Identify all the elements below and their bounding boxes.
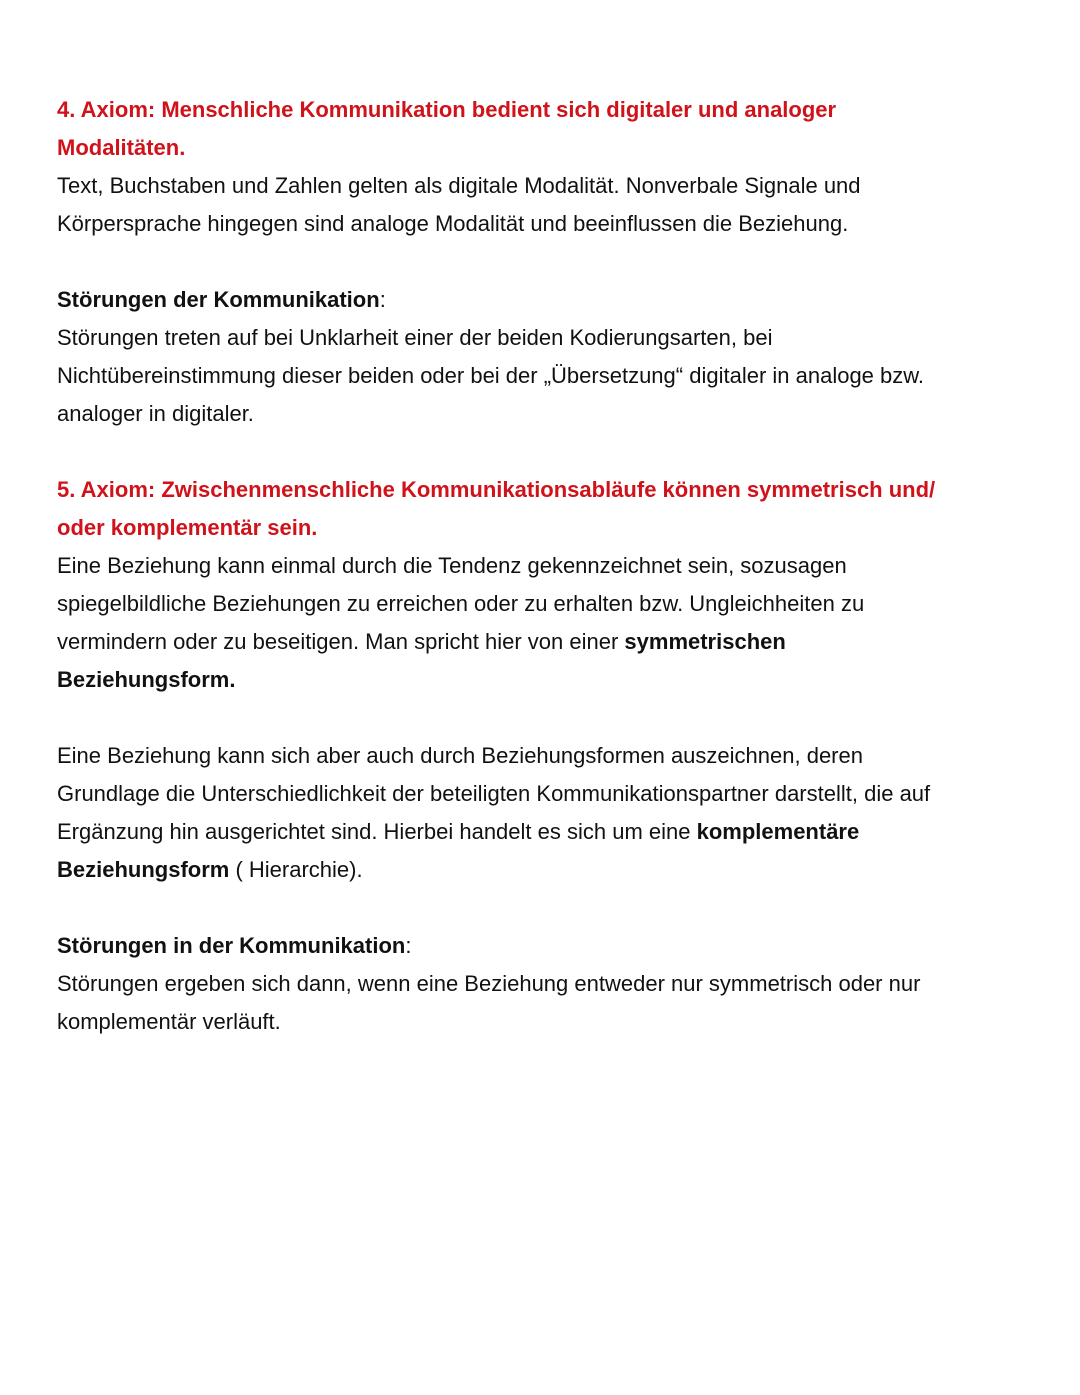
document	[57, 91, 1047, 1041]
colon: :	[405, 933, 412, 958]
text-line	[57, 813, 1047, 851]
text-line: Störungen treten auf bei Unklarheit einer der beiden Kodierungsarten, bei	[57, 325, 773, 350]
disturbance-heading	[57, 927, 1047, 965]
text: ( Hierarchie).	[229, 857, 363, 882]
disturbance-label: Störungen der Kommunikation	[57, 287, 380, 312]
bold-term: Beziehungsform.	[57, 667, 236, 692]
text-line: analoger in digitaler.	[57, 401, 254, 426]
axiom-4-body	[57, 167, 1047, 243]
text-line: Eine Beziehung kann einmal durch die Tendenz gekennzeichnet sein, sozusagen	[57, 553, 847, 578]
disturbance-body	[57, 965, 1047, 1041]
heading-line: 5. Axiom: Zwischenmenschliche Kommunikationsabläufe können symmetrisch und/	[57, 477, 936, 502]
text-line	[57, 851, 1047, 889]
heading-line: oder komplementär sein.	[57, 515, 318, 540]
text-line: Störungen ergeben sich dann, wenn eine Beziehung entweder nur symmetrisch oder nur	[57, 971, 921, 996]
text: Ergänzung hin ausgerichtet sind. Hierbei handelt es sich um eine	[57, 819, 697, 844]
text-line: Text, Buchstaben und Zahlen gelten als digitale Modalität. Nonverbale Signale und	[57, 173, 861, 198]
axiom-4-heading	[57, 91, 1047, 167]
disturbance-label: Störungen in der Kommunikation	[57, 933, 406, 958]
bold-term: komplementäre	[696, 819, 860, 844]
axiom-5-heading	[57, 471, 1047, 547]
text-line: spiegelbildliche Beziehungen zu erreichen oder zu erhalten bzw. Ungleichheiten zu	[57, 591, 865, 616]
bold-term: symmetrischen	[624, 629, 786, 654]
bold-term: Beziehungsform	[57, 857, 230, 882]
heading-line: Modalitäten.	[57, 135, 186, 160]
symmetric-paragraph	[57, 547, 1047, 699]
colon: :	[379, 287, 386, 312]
text-line: Eine Beziehung kann sich aber auch durch Beziehungsformen auszeichnen, deren	[57, 743, 863, 768]
text-line	[57, 623, 1047, 661]
disturbance-body	[57, 319, 1047, 433]
complementary-paragraph	[57, 737, 1047, 889]
text-line: Körpersprache hingegen sind analoge Modalität und beeinflussen die Beziehung.	[57, 211, 849, 236]
text: vermindern oder zu beseitigen. Man spricht hier von einer	[57, 629, 625, 654]
heading-line: 4. Axiom: Menschliche Kommunikation bedient sich digitaler und analoger	[57, 97, 837, 122]
text-line: komplementär verläuft.	[57, 1009, 281, 1034]
text-line: Grundlage die Unterschiedlichkeit der beteiligten Kommunikationspartner darstellt, die auf	[57, 781, 931, 806]
text-line: Nichtübereinstimmung dieser beiden oder bei der „Übersetzung“ digitaler in analoge bzw.	[57, 363, 925, 388]
text-line	[57, 661, 1047, 699]
disturbance-heading	[57, 281, 1047, 319]
